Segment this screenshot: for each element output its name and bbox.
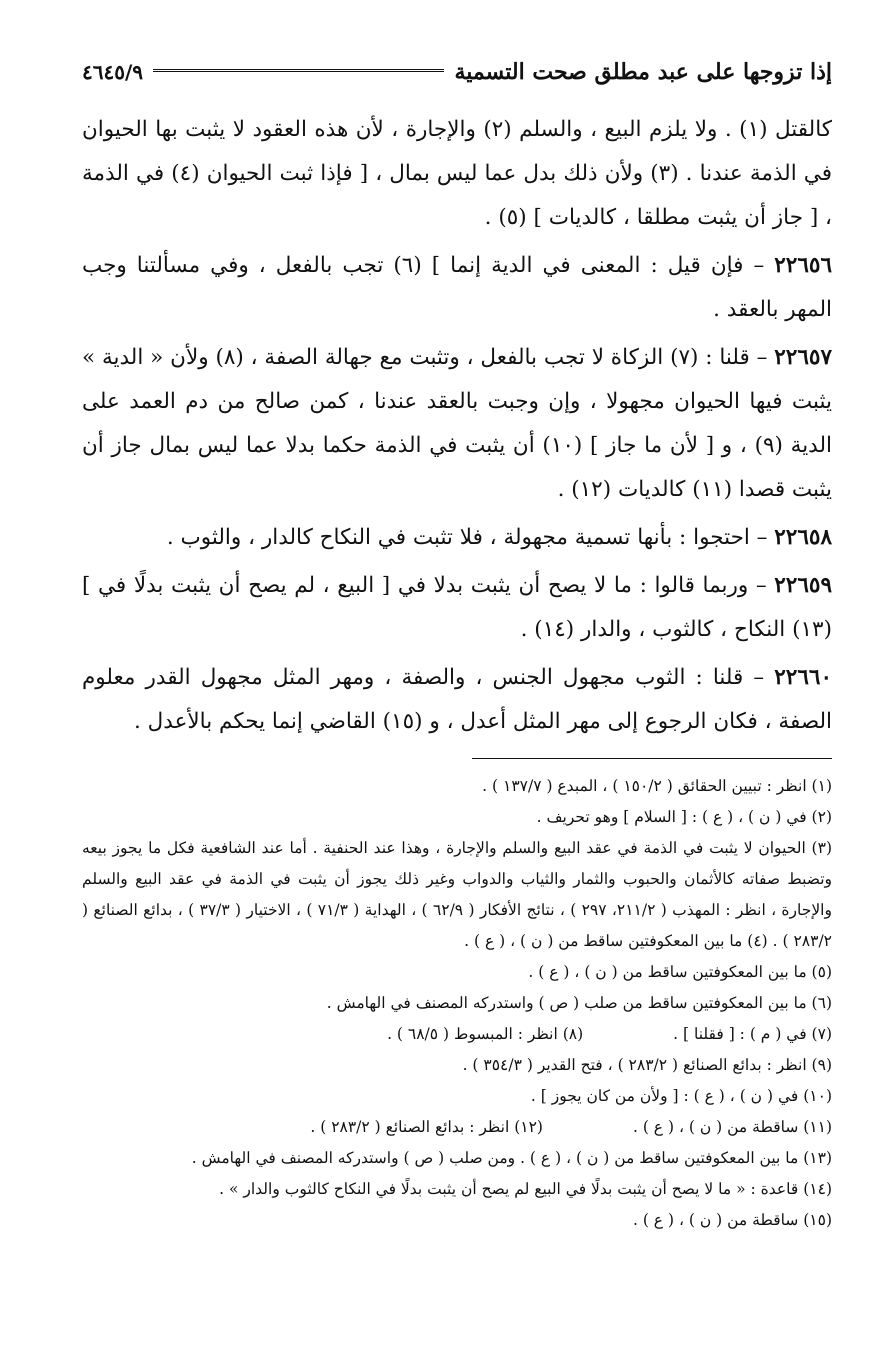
footnote-divider	[472, 758, 832, 759]
footnote: (٦) ما بين المعكوفتين ساقط من صلب ( ص ) واستدركه المصنف في الهامش .	[326, 994, 832, 1012]
footnote: (١٥) ساقطة من ( ن ) ، ( ع ) .	[632, 1211, 832, 1229]
paragraph-number: ٢٢٦٥٧	[774, 345, 832, 370]
paragraph	[82, 656, 832, 744]
page-number: ٤٦٤٥/٩	[82, 60, 144, 84]
footnote: (١٢) انظر : بدائع الصنائع ( ٢٨٣/٢ ) .	[310, 1118, 543, 1136]
paragraph-number: ٢٢٦٦٠	[774, 665, 832, 690]
footnote: (١) انظر : تبيين الحقائق ( ١٥٠/٢ ) ، المبدع ( ١٣٧/٧ ) .	[482, 777, 832, 795]
footnote: (٨) انظر : المبسوط ( ٦٨/٥ ) .	[387, 1025, 584, 1043]
paragraph	[82, 336, 832, 512]
page	[82, 52, 832, 1236]
paragraph	[82, 244, 832, 332]
paragraph-text: – فإن قيل : المعنى في الدية إنما ] (٦) تجب بالفعل ، وفي مسألتنا وجب المهر بالعقد .	[82, 253, 832, 322]
footnote: (٣) الحيوان لا يثبت في الذمة في عقد البيع والسلم والإجارة ، وهذا عند الحنفية . أما عند الشافعية فكل ما يجوز بيعه وتضبط صفاته كالأثمان والحبوب والثمار والثياب والدواب وغير ذلك يجوز أن يثبت في الذمة في عقد البيع والسلم والإجارة ، انظر : المهذب ( ٢١١/٢، ٢٩٧ ) ، نتائج الأفكار ( ٦٢/٩ ) ، الهداية ( ٧١/٣ ) ، الاختيار ( ٣٧/٣ ) ، بدائع الصنائع ( ٢٨٣/٢ ) . (٤) ما بين المعكوفتين ساقط من ( ن ) ، ( ع ) .	[82, 839, 832, 950]
footnote-row	[82, 1019, 832, 1050]
footnote: (١١) ساقطة من ( ن ) ، ( ع ) .	[632, 1118, 832, 1136]
paragraph-text: – قلنا : (٧) الزكاة لا تجب بالفعل ، وتثبت مع جهالة الصفة ، (٨) ولأن « الدية » يثبت فيها الحيوان مجهولا ، وإن وجبت بالعقد عندنا ، كمن صالح من دم العمد على الدية (٩) ، و [ لأن ما جاز ] (١٠) أن يثبت في الذمة حكما بدلا عما ليس بمال جاز أن يثبت قصدا (١١) كالديات (١٢) .	[82, 345, 832, 502]
paragraph-text: – قلنا : الثوب مجهول الجنس ، والصفة ، ومهر المثل مجهول القدر معلوم الصفة ، فكان الرجوع إلى مهر المثل أعدل ، و (١٥) القاضي إنما يحكم بالأعدل .	[82, 665, 832, 734]
header-title: إذا تزوجها على عبد مطلق صحت التسمية	[454, 59, 832, 85]
paragraph-number: ٢٢٦٥٩	[774, 573, 832, 598]
running-header	[82, 52, 832, 92]
footnotes	[82, 771, 832, 1236]
paragraph	[82, 564, 832, 652]
header-rule	[153, 69, 444, 75]
footnote: (٢) في ( ن ) ، ( ع ) : [ السلام ] وهو تحريف .	[536, 808, 832, 826]
paragraph-number: ٢٢٦٥٦	[774, 253, 832, 278]
paragraph-number: ٢٢٦٥٨	[774, 525, 832, 550]
paragraph-text: – احتجوا : بأنها تسمية مجهولة ، فلا تثبت في النكاح كالدار ، والثوب .	[166, 525, 775, 550]
footnote: (٧) في ( م ) : [ فقلنا ] .	[673, 1025, 832, 1043]
main-text	[82, 108, 832, 744]
footnote-row	[82, 1112, 832, 1143]
footnote: (١٤) قاعدة : « ما لا يصح أن يثبت بدلًا في البيع لم يصح أن يثبت بدلًا في النكاح كالثوب والدار » .	[219, 1180, 832, 1198]
footnote: (١٠) في ( ن ) ، ( ع ) : [ ولأن من كان يجوز ] .	[530, 1087, 832, 1105]
paragraph	[82, 108, 832, 240]
paragraph-text: – وربما قالوا : ما لا يصح أن يثبت بدلا في [ البيع ، لم يصح أن يثبت بدلًا في ] (١٣) النكاح ، كالثوب ، والدار (١٤) .	[82, 573, 832, 642]
footnote: (٩) انظر : بدائع الصنائع ( ٢٨٣/٢ ) ، فتح القدير ( ٣٥٤/٣ ) .	[462, 1056, 832, 1074]
footnote: (١٣) ما بين المعكوفتين ساقط من ( ن ) ، ( ع ) . ومن صلب ( ص ) واستدركه المصنف في الهامش .	[191, 1149, 832, 1167]
paragraph-text: كالقتل (١) . ولا يلزم البيع ، والسلم (٢) والإجارة ، لأن هذه العقود لا يثبت بها الحيوان في الذمة عندنا . (٣) ولأن ذلك بدل عما ليس بمال ، [ فإذا ثبت الحيوان (٤) في الذمة ، [ جاز أن يثبت مطلقا ، كالديات ] (٥) .	[82, 117, 832, 230]
paragraph	[82, 516, 832, 560]
footnote: (٥) ما بين المعكوفتين ساقط من ( ن ) ، ( ع ) .	[528, 963, 832, 981]
